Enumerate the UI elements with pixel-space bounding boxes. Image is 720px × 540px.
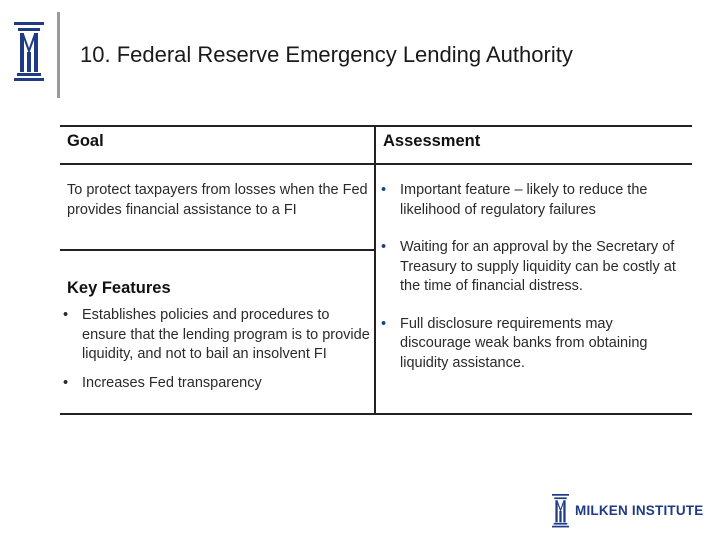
key-features-list — [60, 306, 372, 402]
goal-text: To protect taxpayers from losses when the Fed provides financial assistance to a FI — [67, 182, 368, 218]
bullet-icon: • — [381, 182, 387, 198]
list-item — [60, 306, 372, 365]
title-divider — [57, 12, 60, 98]
milken-logo-icon — [14, 22, 44, 82]
table-header-border — [60, 163, 692, 165]
key-feature-text: Increases Fed transparency — [82, 374, 262, 391]
goal-header: Goal — [67, 132, 104, 150]
assessment-text: Waiting for an approval by the Secretary of Treasury to supply liquidity can be costly at the time of financial distress. — [400, 239, 676, 294]
goal-row-border — [60, 249, 375, 251]
assessment-text: Full disclosure requirements may discourage weak banks from obtaining liquidity assistance. — [400, 315, 648, 371]
bullet-icon: • — [381, 239, 387, 255]
assessment-header: Assessment — [383, 132, 481, 150]
bullet-icon: • — [63, 307, 69, 323]
bullet-icon: • — [63, 374, 69, 391]
bullet-icon: • — [381, 315, 387, 332]
list-item — [60, 374, 372, 394]
assessment-text: Important feature – likely to reduce the likelihood of regulatory failures — [400, 182, 648, 218]
key-feature-text: Establishes policies and procedures to ensure that the lending program is to provide liquidity, and not to bail an insolvent FI — [82, 307, 370, 362]
list-item — [378, 315, 683, 374]
table-top-border — [60, 125, 692, 127]
page-title: 10. Federal Reserve Emergency Lending Authority — [80, 42, 573, 67]
list-item — [378, 238, 683, 297]
brand-name: MILKEN INSTITUTE — [575, 503, 704, 518]
key-features-header: Key Features — [67, 279, 171, 297]
assessment-list — [378, 181, 683, 391]
milken-logo-icon — [552, 494, 569, 528]
brand-footer — [552, 494, 702, 528]
table-bottom-border — [60, 413, 692, 415]
table-column-divider — [374, 125, 376, 415]
list-item — [378, 181, 683, 220]
